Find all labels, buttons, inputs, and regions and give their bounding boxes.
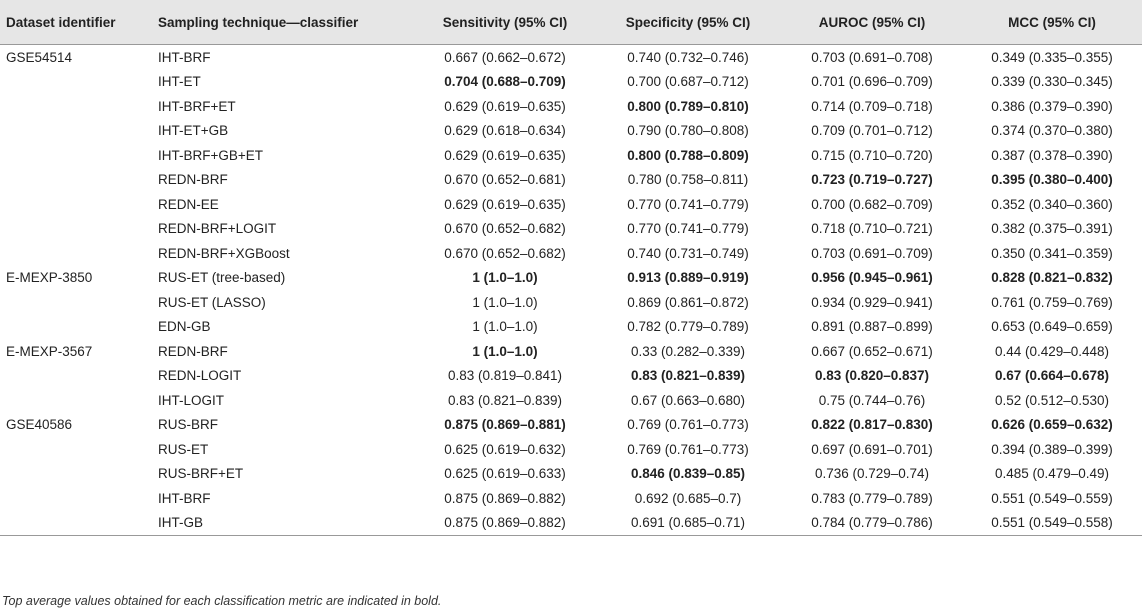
cell-technique: REDN-LOGIT <box>158 368 242 384</box>
cell-specificity: 0.800 (0.789–0.810) <box>627 98 749 114</box>
cell-specificity: 0.83 (0.821–0.839) <box>630 368 746 384</box>
cell-auroc: 0.822 (0.817–0.830) <box>811 417 933 433</box>
cell-technique: IHT-BRF+GB+ET <box>158 147 264 163</box>
cell-specificity: 0.33 (0.282–0.339) <box>630 343 746 359</box>
cell-sensitivity: 0.625 (0.619–0.632) <box>444 441 566 457</box>
cell-dataset <box>0 119 152 144</box>
cell-mcc: 0.52 (0.512–0.530) <box>994 392 1110 408</box>
table-row <box>0 486 1142 511</box>
table-row <box>0 413 1142 438</box>
cell-sensitivity: 0.704 (0.688–0.709) <box>444 74 566 90</box>
cell-mcc: 0.374 (0.370–0.380) <box>991 123 1113 139</box>
cell-sensitivity: 0.667 (0.662–0.672) <box>444 49 566 65</box>
cell-dataset <box>0 388 152 413</box>
cell-specificity: 0.800 (0.788–0.809) <box>627 147 749 163</box>
cell-dataset <box>0 437 152 462</box>
table-row <box>0 290 1142 315</box>
cell-technique: IHT-BRF <box>158 490 211 506</box>
cell-sensitivity: 0.670 (0.652–0.681) <box>444 172 566 188</box>
cell-auroc: 0.703 (0.691–0.708) <box>811 49 933 65</box>
cell-dataset <box>0 70 152 95</box>
header-dataset: Dataset identifier <box>0 0 152 45</box>
cell-sensitivity: 1 (1.0–1.0) <box>472 343 538 359</box>
cell-sensitivity: 1 (1.0–1.0) <box>472 270 538 286</box>
cell-specificity: 0.782 (0.779–0.789) <box>627 319 749 335</box>
cell-technique: EDN-GB <box>158 319 211 335</box>
table-row <box>0 266 1142 291</box>
cell-specificity: 0.740 (0.732–0.746) <box>627 49 749 65</box>
cell-mcc: 0.394 (0.389–0.399) <box>991 441 1113 457</box>
cell-auroc: 0.703 (0.691–0.709) <box>811 245 933 261</box>
cell-auroc: 0.718 (0.710–0.721) <box>811 221 933 237</box>
table-row <box>0 119 1142 144</box>
cell-sensitivity: 0.83 (0.821–0.839) <box>447 392 563 408</box>
table-row <box>0 437 1142 462</box>
cell-auroc: 0.83 (0.820–0.837) <box>814 368 930 384</box>
header-sensitivity: Sensitivity (95% CI) <box>416 0 594 45</box>
cell-specificity: 0.769 (0.761–0.773) <box>627 417 749 433</box>
cell-specificity: 0.790 (0.780–0.808) <box>627 123 749 139</box>
cell-mcc: 0.387 (0.378–0.390) <box>991 147 1113 163</box>
cell-auroc: 0.700 (0.682–0.709) <box>811 196 933 212</box>
cell-auroc: 0.714 (0.709–0.718) <box>811 98 933 114</box>
table-row <box>0 70 1142 95</box>
cell-technique: REDN-BRF <box>158 172 228 188</box>
cell-dataset <box>0 486 152 511</box>
cell-sensitivity: 0.875 (0.869–0.881) <box>444 417 566 433</box>
cell-technique: IHT-LOGIT <box>158 392 225 408</box>
cell-technique: IHT-BRF+ET <box>158 98 236 114</box>
cell-auroc: 0.934 (0.929–0.941) <box>811 294 933 310</box>
cell-technique: IHT-ET+GB <box>158 123 229 139</box>
cell-dataset <box>0 192 152 217</box>
cell-dataset: E-MEXP-3850 <box>6 270 93 286</box>
cell-specificity: 0.692 (0.685–0.7) <box>634 490 742 506</box>
cell-auroc: 0.891 (0.887–0.899) <box>811 319 933 335</box>
cell-technique: REDN-EE <box>158 196 219 212</box>
cell-dataset <box>0 143 152 168</box>
cell-specificity: 0.846 (0.839–0.85) <box>630 466 746 482</box>
cell-auroc: 0.701 (0.696–0.709) <box>811 74 933 90</box>
table-row <box>0 364 1142 389</box>
cell-dataset <box>0 315 152 340</box>
cell-technique: IHT-BRF <box>158 49 211 65</box>
cell-mcc: 0.626 (0.659–0.632) <box>991 417 1113 433</box>
cell-sensitivity: 0.629 (0.619–0.635) <box>444 196 566 212</box>
cell-dataset <box>0 168 152 193</box>
cell-specificity: 0.691 (0.685–0.71) <box>594 511 782 536</box>
cell-auroc: 0.784 (0.779–0.786) <box>782 511 962 536</box>
cell-technique: IHT-GB <box>152 511 416 536</box>
cell-auroc: 0.783 (0.779–0.789) <box>811 490 933 506</box>
cell-dataset <box>0 364 152 389</box>
cell-mcc: 0.395 (0.380–0.400) <box>991 172 1113 188</box>
cell-dataset: E-MEXP-3567 <box>6 343 93 359</box>
cell-specificity: 0.770 (0.741–0.779) <box>627 221 749 237</box>
cell-dataset: GSE54514 <box>6 49 73 65</box>
cell-technique: RUS-BRF+ET <box>158 466 244 482</box>
cell-mcc: 0.386 (0.379–0.390) <box>991 98 1113 114</box>
table-row <box>0 388 1142 413</box>
cell-specificity: 0.913 (0.889–0.919) <box>627 270 749 286</box>
cell-mcc: 0.653 (0.649–0.659) <box>991 319 1113 335</box>
cell-technique: RUS-ET (tree-based) <box>158 270 286 286</box>
cell-dataset <box>0 462 152 487</box>
table-row <box>0 45 1142 70</box>
cell-dataset <box>0 241 152 266</box>
cell-technique: IHT-ET <box>158 74 201 90</box>
cell-mcc: 0.828 (0.821–0.832) <box>991 270 1113 286</box>
cell-mcc: 0.485 (0.479–0.49) <box>994 466 1110 482</box>
header-auroc: AUROC (95% CI) <box>782 0 962 45</box>
cell-mcc: 0.761 (0.759–0.769) <box>991 294 1113 310</box>
cell-specificity: 0.700 (0.687–0.712) <box>627 74 749 90</box>
cell-sensitivity: 0.629 (0.619–0.635) <box>444 147 566 163</box>
cell-sensitivity: 0.629 (0.619–0.635) <box>444 98 566 114</box>
cell-technique: REDN-BRF+XGBoost <box>158 245 290 261</box>
cell-technique: REDN-BRF <box>158 343 228 359</box>
header-mcc: MCC (95% CI) <box>962 0 1142 45</box>
table-row <box>0 168 1142 193</box>
cell-sensitivity: 1 (1.0–1.0) <box>472 294 538 310</box>
table-row <box>0 511 1142 536</box>
cell-mcc: 0.551 (0.549–0.559) <box>991 490 1113 506</box>
table-row <box>0 94 1142 119</box>
cell-mcc: 0.339 (0.330–0.345) <box>991 74 1113 90</box>
table-row <box>0 339 1142 364</box>
table-header <box>0 0 1142 45</box>
cell-sensitivity: 0.875 (0.869–0.882) <box>444 490 566 506</box>
cell-specificity: 0.740 (0.731–0.749) <box>627 245 749 261</box>
cell-dataset <box>0 94 152 119</box>
cell-mcc: 0.350 (0.341–0.359) <box>991 245 1113 261</box>
cell-auroc: 0.697 (0.691–0.701) <box>811 441 933 457</box>
cell-auroc: 0.75 (0.744–0.76) <box>818 392 926 408</box>
cell-mcc: 0.352 (0.340–0.360) <box>991 196 1113 212</box>
cell-technique: REDN-BRF+LOGIT <box>158 221 277 237</box>
cell-auroc: 0.723 (0.719–0.727) <box>811 172 933 188</box>
cell-sensitivity: 0.670 (0.652–0.682) <box>444 245 566 261</box>
cell-sensitivity: 1 (1.0–1.0) <box>472 319 538 335</box>
cell-mcc: 0.67 (0.664–0.678) <box>994 368 1110 384</box>
cell-specificity: 0.780 (0.758–0.811) <box>627 172 749 188</box>
cell-sensitivity: 0.670 (0.652–0.682) <box>444 221 566 237</box>
cell-technique: RUS-ET <box>158 441 209 457</box>
cell-dataset: GSE40586 <box>6 417 73 433</box>
table-row <box>0 462 1142 487</box>
table-body <box>0 45 1142 536</box>
table-row <box>0 192 1142 217</box>
cell-specificity: 0.769 (0.761–0.773) <box>627 441 749 457</box>
cell-specificity: 0.67 (0.663–0.680) <box>630 392 746 408</box>
cell-sensitivity: 0.83 (0.819–0.841) <box>447 368 563 384</box>
cell-technique: RUS-BRF <box>158 417 218 433</box>
cell-auroc: 0.709 (0.701–0.712) <box>811 123 933 139</box>
cell-dataset <box>0 217 152 242</box>
table-row <box>0 143 1142 168</box>
table-row <box>0 315 1142 340</box>
footnote: Top average values obtained for each classification metric are indicated in bold. <box>2 594 442 608</box>
cell-specificity: 0.869 (0.861–0.872) <box>627 294 749 310</box>
cell-mcc: 0.349 (0.335–0.355) <box>991 49 1113 65</box>
cell-auroc: 0.736 (0.729–0.74) <box>814 466 930 482</box>
cell-dataset <box>0 511 152 536</box>
cell-specificity: 0.770 (0.741–0.779) <box>627 196 749 212</box>
cell-mcc: 0.44 (0.429–0.448) <box>994 343 1110 359</box>
cell-dataset <box>0 290 152 315</box>
table-row <box>0 241 1142 266</box>
cell-auroc: 0.715 (0.710–0.720) <box>811 147 933 163</box>
cell-sensitivity: 0.625 (0.619–0.633) <box>444 466 566 482</box>
cell-sensitivity: 0.875 (0.869–0.882) <box>416 511 594 536</box>
header-specificity: Specificity (95% CI) <box>594 0 782 45</box>
cell-mcc: 0.382 (0.375–0.391) <box>991 221 1113 237</box>
cell-auroc: 0.667 (0.652–0.671) <box>811 343 933 359</box>
cell-mcc: 0.551 (0.549–0.558) <box>962 511 1142 536</box>
cell-sensitivity: 0.629 (0.618–0.634) <box>444 123 566 139</box>
table-row <box>0 217 1142 242</box>
cell-auroc: 0.956 (0.945–0.961) <box>811 270 933 286</box>
header-technique: Sampling technique—classifier <box>152 0 416 45</box>
cell-technique: RUS-ET (LASSO) <box>158 294 266 310</box>
